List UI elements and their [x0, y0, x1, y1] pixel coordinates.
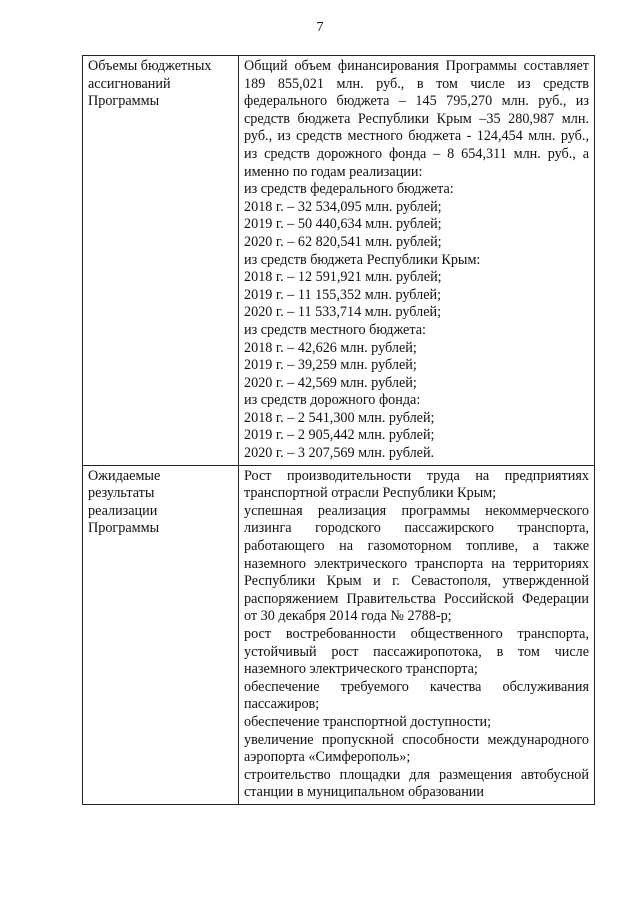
label-line: ассигнований [88, 75, 171, 92]
label-line: Программы [88, 520, 160, 537]
content-line: 2020 г. – 42,569 млн. рублей; [244, 374, 417, 391]
content-line: 2019 г. – 39,259 млн. рублей; [244, 357, 417, 374]
content-paragraph: успешная реализация программы некоммерческого лизинга городского пассажирского транспорта, работающего на газомоторном топливе, а также наземного электрического транспорта на территориях Республики Крым и г. Севастополя, утвержденной распоряжением Правительства Российской Федерации от 30 декабря 2014 года № 2788-р; [244, 502, 589, 625]
content-line: 2020 г. – 3 207,569 млн. рублей. [244, 445, 435, 462]
label-line: реализации [88, 502, 158, 519]
content-line: из средств бюджета Республики Крым: [244, 251, 481, 268]
program-passport-table [82, 55, 595, 805]
content-line: 2019 г. – 50 440,634 млн. рублей; [244, 216, 442, 233]
content-line: 2020 г. – 11 533,714 млн. рублей; [244, 304, 442, 321]
row-content-results [239, 465, 595, 804]
page-number: 7 [316, 20, 324, 35]
row-label-budget [83, 56, 239, 466]
content-line: 2018 г. – 42,626 млн. рублей; [244, 339, 417, 356]
label-line: результаты [88, 485, 155, 502]
row-label-results [83, 465, 239, 804]
content-line: 2020 г. – 62 820,541 млн. рублей; [244, 233, 442, 250]
content-paragraph: Рост производительности труда на предприятиях транспортной отрасли Республики Крым; [244, 467, 589, 502]
label-line: Программы [88, 93, 160, 110]
content-paragraph: Общий объем финансирования Программы составляет 189 855,021 млн. руб., в том числе из средств федерального бюджета – 145 795,270 млн. руб., из средств бюджета Республики Крым –35 280,987 млн. руб., из средств местного бюджета - 124,454 млн. руб., из средств дорожного фонда – 8 654,311 млн. руб., а именно по годам реализации: [244, 58, 589, 180]
content-paragraph: увеличение пропускной способности международного аэропорта «Симферополь»; [244, 731, 589, 766]
table-row-budget [83, 56, 595, 466]
content-line: 2018 г. – 12 591,921 млн. рублей; [244, 269, 442, 286]
content-line: 2018 г. – 2 541,300 млн. рублей; [244, 409, 435, 426]
content-line: из средств федерального бюджета: [244, 181, 454, 198]
label-line: Ожидаемые [88, 467, 161, 484]
content-paragraph: строительство площадки для размещения автобусной станции в муниципальном образовании [244, 766, 589, 801]
content-paragraph: обеспечение транспортной доступности; [244, 713, 492, 730]
content-paragraph: обеспечение требуемого качества обслуживания пассажиров; [244, 678, 589, 713]
content-line: из средств дорожного фонда: [244, 392, 421, 409]
label-line: Объемы бюджетных [88, 58, 212, 74]
table-row-results [83, 465, 595, 804]
content-line: 2019 г. – 2 905,442 млн. рублей; [244, 427, 435, 444]
content-paragraph: рост востребованности общественного транспорта, устойчивый рост пассажиропотока, в том числе наземного электрического транспорта; [244, 626, 589, 678]
content-line: 2018 г. – 32 534,095 млн. рублей; [244, 198, 442, 215]
row-content-budget [239, 56, 595, 466]
content-line: из средств местного бюджета: [244, 321, 426, 338]
content-line: 2019 г. – 11 155,352 млн. рублей; [244, 286, 442, 303]
